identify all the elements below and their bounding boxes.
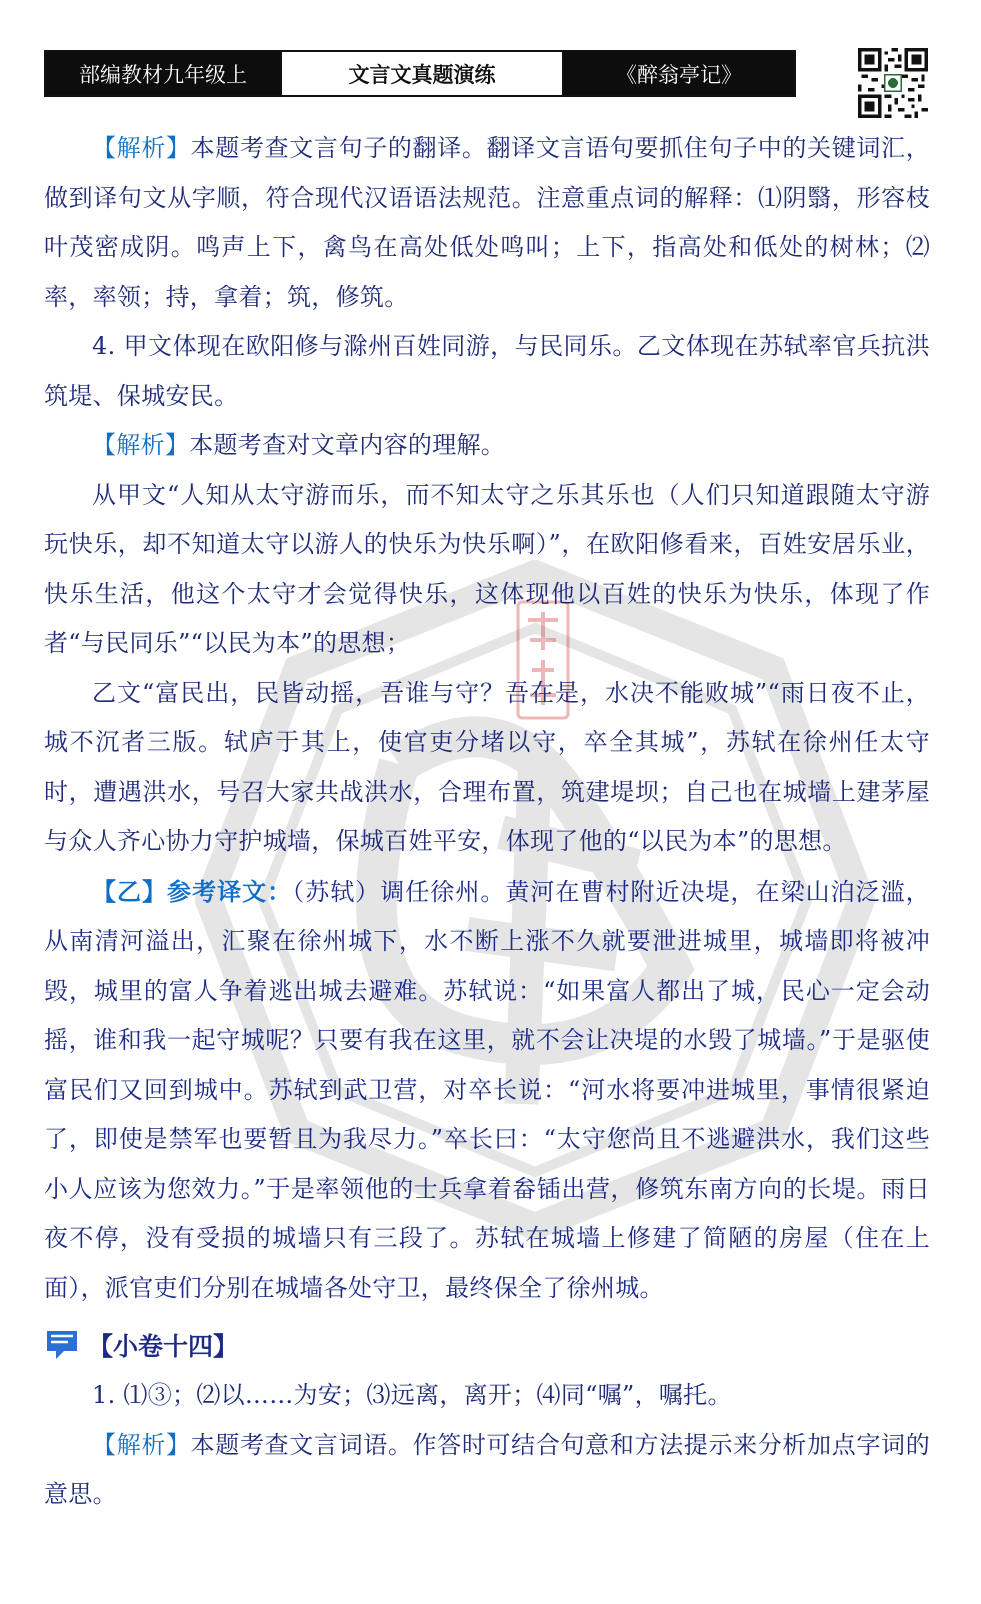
qr-code-icon xyxy=(858,48,928,118)
chat-bubble-icon xyxy=(44,1327,80,1363)
translation-text: （苏轼）调任徐州。黄河在曹村附近决堤，在梁山泊泛滥，从南清河溢出，汇聚在徐州城下，水不断上涨不久就要泄进城里，城墙即将被冲毁，城里的富人争着逃出城去避难。苏轼说：“如果富人都出了城，民心一定会动摇，谁和我一起守城呢？只要有我在这里，就不会让决堤的水毁了城墙。”于是驱使富民们又回到城中。苏轼到武卫营，对卒长说：“河水将要冲进城里，事情很紧迫了，即使是禁军也要暂且为我尽力。”卒长曰：“太守您尚且不逃避洪水，我们这些小人应该为您效力。”于是率领他的士兵拿着畚锸出营，修筑东南方向的长堤。雨日夜不停，没有受损的城墙只有三段了。苏轼在城墙上修建了简陋的房屋（住在上面），派官吏们分别在城墙各处守卫，最终保全了徐州城。 xyxy=(44,877,930,1302)
page-content xyxy=(44,124,930,1520)
analysis-yi: 乙文“富民出，民皆动摇，吾谁与守？吾在是，水决不能败城”“雨日夜不止，城不沉者三版。轼庐于其上，使官吏分堵以守，卒全其城”，苏轼在徐州任太守时，遭遇洪水，号召大家共战洪水，合理布置，筑建堤坝；自己也在城墙上建茅屋与众人齐心协力守护城墙，保城百姓平安，体现了他的“以民为本”的思想。 xyxy=(44,678,930,855)
answer-4: 4. 甲文体现在欧阳修与滁州百姓同游，与民同乐。乙文体现在苏轼率官兵抗洪筑堤、保城安民。 xyxy=(44,332,930,410)
analysis-text: 本题考查文言句子的翻译。翻译文言语句要抓住句子中的关键词汇，做到译句文从字顺，符合现代汉语语法规范。注意重点词的解释：⑴阴翳，形容枝叶茂密成阴。鸣声上下，禽鸟在高处低处鸣叫；上下，指高处和低处的树林；⑵率，率领；持，拿着；筑，修筑。 xyxy=(44,134,931,311)
analysis-paragraph-3 xyxy=(44,1421,930,1520)
analysis-tag: 【解析】 xyxy=(92,431,190,459)
analysis-paragraph-1 xyxy=(44,124,930,322)
analysis-tag: 【解析】 xyxy=(92,1430,191,1459)
section-heading xyxy=(44,1319,930,1371)
translation-paragraph xyxy=(44,867,930,1314)
header-grade: 部编教材九年级上 xyxy=(46,52,280,95)
page-header xyxy=(44,50,796,97)
section-title: 【小卷十四】 xyxy=(88,1332,239,1361)
analysis-text: 本题考查对文章内容的理解。 xyxy=(189,431,506,459)
header-title: 《醉翁亭记》 xyxy=(564,52,794,95)
answer-1: 1. ⑴③；⑵以……为安；⑶远离，离开；⑷同“嘱”，嘱托。 xyxy=(92,1381,732,1409)
translation-tag: 【乙】参考译文： xyxy=(92,876,293,906)
analysis-jia: 从甲文“人知从太守游而乐，而不知太守之乐其乐也（人们只知道跟随太守游玩快乐，却不知道太守以游人的快乐为快乐啊）”，在欧阳修看来，百姓安居乐业，快乐生活，他这个太守才会觉得快乐，这体现他以百姓的快乐为快乐，体现了作者“与民同乐”“以民为本”的思想； xyxy=(44,480,930,657)
analysis-text: 本题考查文言词语。作答时可结合句意和方法提示来分析加点字词的意思。 xyxy=(44,1430,931,1508)
analysis-paragraph-2 xyxy=(44,421,930,471)
header-subject: 文言文真题演练 xyxy=(280,52,564,95)
analysis-tag: 【解析】 xyxy=(92,134,191,162)
